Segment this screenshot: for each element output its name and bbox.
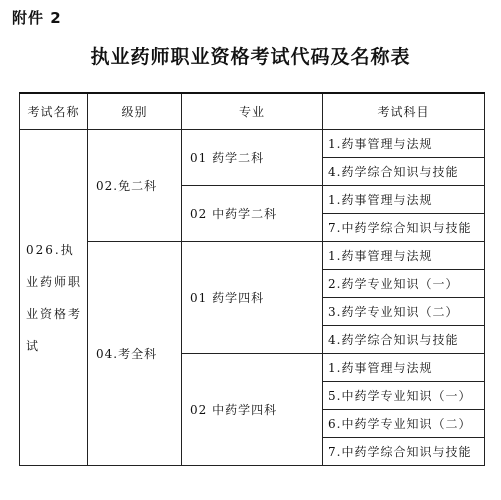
subject-cell: 1.药事管理与法规 — [323, 186, 485, 214]
table-row — [20, 130, 485, 158]
subject-cell: 5.中药学专业知识（一） — [323, 382, 485, 410]
table-row — [20, 242, 485, 270]
header-level: 级别 — [88, 93, 182, 130]
major-cell: 01 药学二科 — [182, 130, 323, 186]
subject-cell: 1.药事管理与法规 — [323, 354, 485, 382]
subject-cell: 4.药学综合知识与技能 — [323, 326, 485, 354]
subject-cell: 7.中药学综合知识与技能 — [323, 438, 485, 466]
subject-cell: 1.药事管理与法规 — [323, 130, 485, 158]
level-cell: 04.考全科 — [88, 242, 182, 466]
major-cell: 02 中药学二科 — [182, 186, 323, 242]
table-header-row — [20, 93, 485, 130]
exam-name-cell: 026.执业药师职业资格考试 — [20, 130, 88, 466]
subject-cell: 1.药事管理与法规 — [323, 242, 485, 270]
major-cell: 02 中药学四科 — [182, 354, 323, 466]
header-exam-name: 考试名称 — [20, 93, 88, 130]
header-major: 专业 — [182, 93, 323, 130]
header-subjects: 考试科目 — [323, 93, 485, 130]
subject-cell: 7.中药学综合知识与技能 — [323, 214, 485, 242]
subject-cell: 2.药学专业知识（一） — [323, 270, 485, 298]
attachment-label: 附件 2 — [12, 9, 62, 27]
subject-cell: 6.中药学专业知识（二） — [323, 410, 485, 438]
subject-cell: 4.药学综合知识与技能 — [323, 158, 485, 186]
subject-cell: 3.药学专业知识（二） — [323, 298, 485, 326]
level-cell: 02.免二科 — [88, 130, 182, 242]
major-cell: 01 药学四科 — [182, 242, 323, 354]
exam-code-table — [19, 92, 485, 466]
document-title: 执业药师职业资格考试代码及名称表 — [90, 46, 411, 68]
